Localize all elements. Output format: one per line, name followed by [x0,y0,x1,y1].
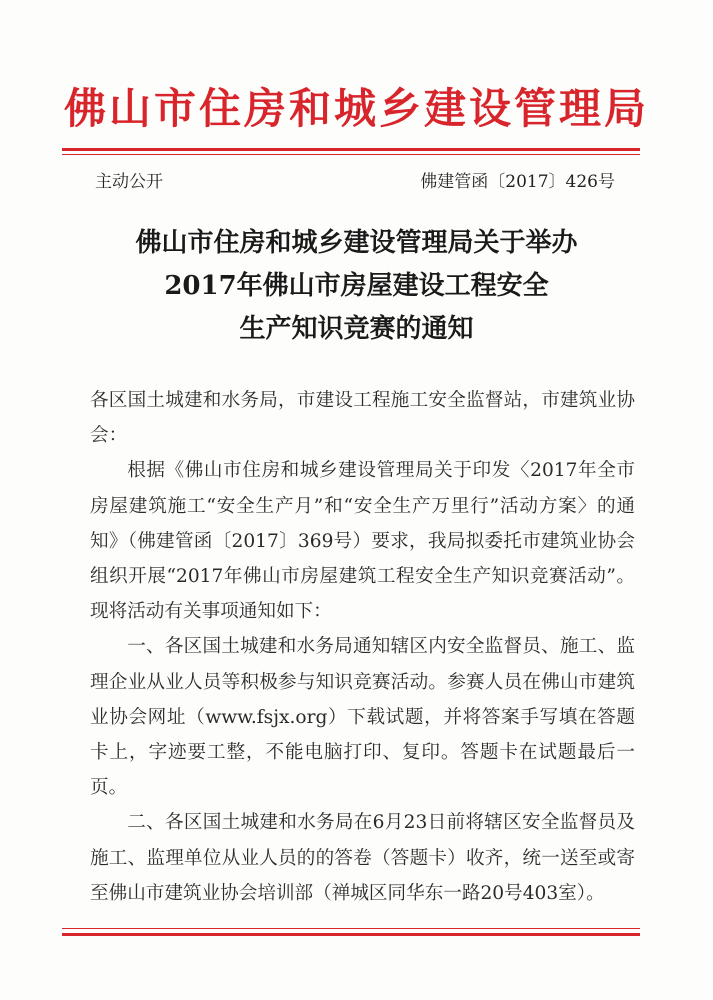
paragraph-intro: 根据《佛山市住房和城乡建设管理局关于印发〈2017年全市房屋建筑施工“安全生产月”和“安全生产万里行”活动方案〉的通知》（佛建管函〔2017〕369号）要求，我局拟委托市建筑业协会组织开展“2017年佛山市房屋建筑工程安全生产知识竞赛活动”。现将活动有关事项通知如下： [90,460,635,623]
recipients: 各区国土城建和水务局，市建设工程施工安全监督站，市建筑业协会： [90,390,635,447]
letterhead-rule-thin [62,154,640,155]
paragraph-item-1: 一、各区国土城建和水务局通知辖区内安全监督员、施工、监理企业从业人员等积极参与知识竞赛活动。参赛人员在佛山市建筑业协会网址（www.fsjx.org）下载试题，并将答案手写填在答题卡上，字迹要工整，不能电脑打印、复印。答题卡在试题最后一页。 [90,636,635,799]
paragraph-item-2: 二、各区国土城建和水务局在6月23日前将辖区安全监督员及施工、监理单位从业人员的的答卷（答题卡）收齐，统一送至或寄至佛山市建筑业协会培训部（禅城区同华东一路20号403室）。 [90,812,635,904]
title-line-1: 佛山市住房和城乡建设管理局关于举办 [135,228,578,258]
document-body [90,383,635,911]
title-line-2: 2017年佛山市房屋建设工程安全 [164,271,549,301]
disclosure-label: 主动公开 [95,172,163,192]
letterhead-rule-thick [62,148,640,151]
document-number: 佛建管函〔2017〕426号 [420,172,615,192]
document-title [60,222,653,351]
meta-row [95,168,615,196]
footer-rule-thin [62,928,640,929]
letterhead-org-name: 佛山市住房和城乡建设管理局 [63,84,649,133]
title-line-3: 生产知识竞赛的通知 [239,314,474,344]
footer-rule-thick [62,933,640,936]
